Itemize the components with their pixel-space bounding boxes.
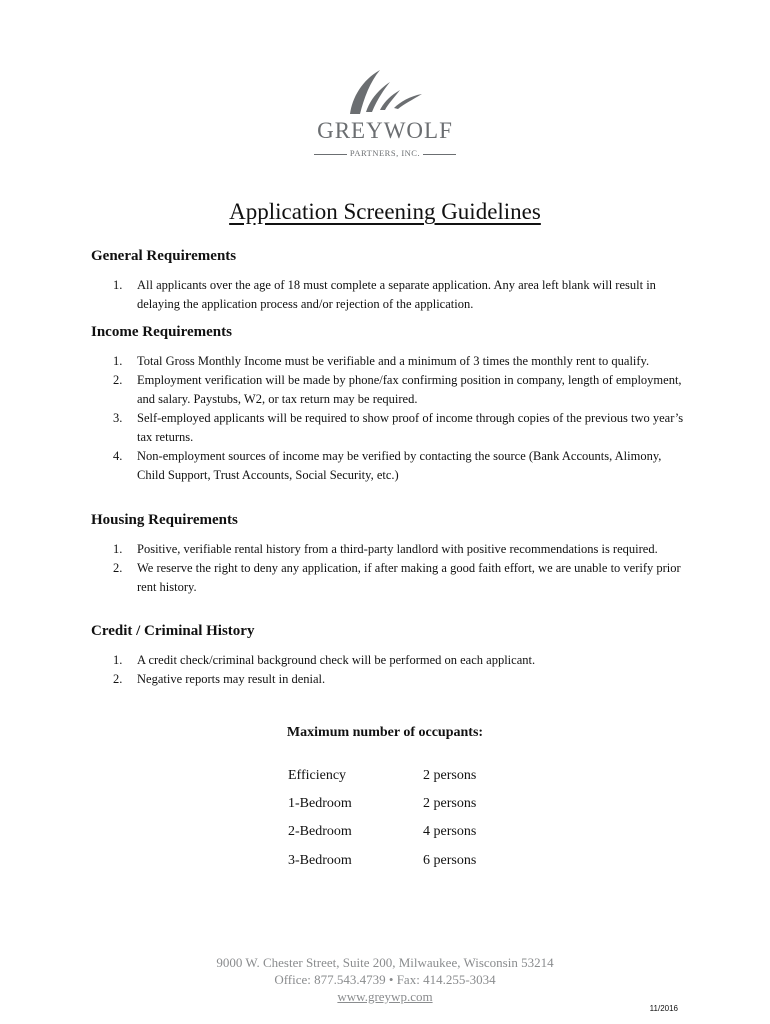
- income-requirements-list: [91, 352, 691, 485]
- occupant-unit-type: 1-Bedroom: [288, 796, 352, 811]
- list-number: 2.: [113, 561, 123, 575]
- occupant-max: 6 persons: [423, 853, 477, 868]
- list-item: [91, 670, 691, 689]
- brand-name: GREYWOLF: [317, 118, 453, 143]
- footer-website-link[interactable]: www.greywp.com: [337, 989, 433, 1004]
- section-heading-credit: Credit / Criminal History: [91, 623, 255, 639]
- list-text: Self-employed applicants will be required to show proof of income through copies of the previous two year’s tax returns.: [137, 411, 684, 444]
- page-title: Application Screening Guidelines: [229, 199, 541, 224]
- list-number: 1.: [113, 653, 123, 667]
- general-requirements-list: [91, 276, 691, 314]
- occupant-max: 4 persons: [423, 824, 477, 839]
- brand-subtitle: [300, 148, 470, 158]
- list-item: [91, 371, 691, 409]
- list-number: 2.: [113, 373, 123, 387]
- occupants-title: Maximum number of occupants:: [286, 725, 484, 740]
- list-item: [91, 352, 691, 371]
- list-item: [91, 651, 691, 670]
- occupant-unit-type: 3-Bedroom: [288, 853, 352, 868]
- list-number: 3.: [113, 411, 123, 425]
- greywolf-logo-mark-icon: [340, 68, 430, 116]
- list-text: We reserve the right to deny any application, if after making a good faith effort, we are unable to verify prior rent history.: [137, 561, 681, 594]
- brand-subtitle-text: PARTNERS, INC.: [349, 148, 421, 158]
- list-text: Total Gross Monthly Income must be verifiable and a minimum of 3 times the monthly rent to qualify.: [137, 354, 650, 368]
- list-item: [91, 559, 691, 597]
- list-number: 1.: [113, 542, 123, 556]
- list-number: 1.: [113, 354, 123, 368]
- list-text: Employment verification will be made by phone/fax confirming position in company, length of employment, and salary. Paystubs, W2, or tax return may be required.: [137, 373, 682, 406]
- list-item: [91, 276, 691, 314]
- list-item: [91, 409, 691, 447]
- occupant-unit-type: 2-Bedroom: [288, 824, 352, 839]
- document-date-code: 11/2016: [649, 1004, 678, 1013]
- occupant-max: 2 persons: [423, 768, 477, 783]
- list-item: [91, 447, 691, 485]
- section-heading-income: Income Requirements: [91, 324, 232, 340]
- section-heading-general: General Requirements: [91, 248, 237, 264]
- section-heading-housing: Housing Requirements: [91, 512, 238, 528]
- footer-address: 9000 W. Chester Street, Suite 200, Milwaukee, Wisconsin 53214: [216, 955, 554, 970]
- credit-history-list: [91, 651, 691, 689]
- list-number: 4.: [113, 449, 123, 463]
- occupant-max: 2 persons: [423, 796, 477, 811]
- divider: [314, 154, 347, 155]
- housing-requirements-list: [91, 540, 691, 597]
- list-number: 1.: [113, 278, 123, 292]
- list-item: [91, 540, 691, 559]
- footer-contact: Office: 877.543.4739 • Fax: 414.255-3034: [274, 972, 496, 987]
- list-text: A credit check/criminal background check will be performed on each applicant.: [137, 653, 536, 667]
- list-number: 2.: [113, 672, 123, 686]
- list-text: All applicants over the age of 18 must complete a separate application. Any area left blank will result in delaying the application process and/or rejection of the application.: [137, 278, 656, 311]
- list-text: Negative reports may result in denial.: [137, 672, 326, 686]
- divider: [423, 154, 456, 155]
- list-text: Positive, verifiable rental history from a third-party landlord with positive recommendations is required.: [137, 542, 658, 556]
- list-text: Non-employment sources of income may be verified by contacting the source (Bank Accounts, Alimony, Child Support, Trust Accounts, Social Security, etc.): [137, 449, 662, 482]
- occupant-unit-type: Efficiency: [288, 768, 347, 783]
